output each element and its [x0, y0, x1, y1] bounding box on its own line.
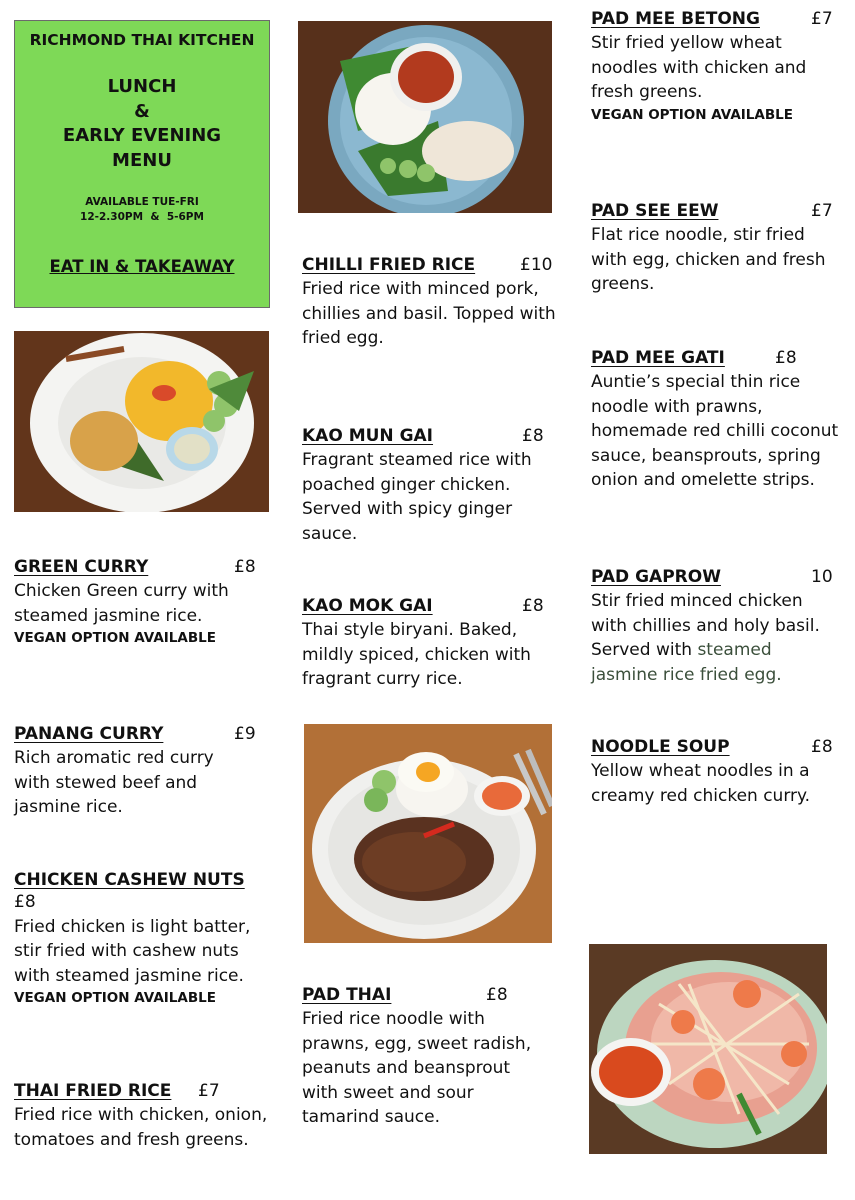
eat-in-takeaway: EAT IN & TAKEAWAY [49, 257, 235, 276]
item-name: PANANG CURRY [14, 724, 164, 744]
item-description: Fried rice with minced pork, chillies and basil. Topped with fried egg. [302, 279, 556, 348]
menu-line: MENU [112, 149, 172, 171]
item-description: Stir fried yellow wheat noodles with chicken and fresh greens. [591, 33, 807, 102]
item-name: CHILLI FRIED RICE [302, 255, 476, 275]
menu-item-panang-curry [14, 724, 256, 820]
item-price: £8 [775, 348, 797, 368]
item-name: PAD GAPROW [591, 567, 721, 587]
item-price: £7 [198, 1081, 220, 1101]
item-price: £8 [522, 426, 544, 446]
item-price: £8 [14, 892, 36, 912]
vegan-option-note: VEGAN OPTION AVAILABLE [591, 106, 793, 123]
item-name: CHICKEN CASHEW NUTS [14, 870, 245, 890]
item-name: PAD THAI [302, 985, 392, 1005]
photo-yellow-rice-dish [14, 331, 269, 512]
item-name: NOODLE SOUP [591, 737, 730, 757]
photo-kao-mun-gai-dish [298, 21, 552, 213]
item-name: PAD SEE EEW [591, 201, 719, 221]
menu-line: LUNCH [107, 76, 177, 97]
item-price: £9 [234, 724, 256, 744]
item-description: Rich aromatic red curry with stewed beef and jasmine rice. [14, 748, 214, 817]
item-description-part: Stir fried minced chicken with chillies and holy basil. Served with [591, 591, 820, 660]
item-description: Fried rice noodle with prawns, egg, sweet radish, peanuts and beansprout with sweet and sour tamarind sauce. [302, 1009, 532, 1127]
item-name: KAO MUN GAI [302, 426, 434, 446]
available-hours: 12-2.30PM & 5-6PM [80, 211, 204, 223]
item-name: KAO MOK GAI [302, 596, 433, 616]
item-name: PAD MEE GATI [591, 348, 725, 368]
item-description: Flat rice noodle, stir fried with egg, chicken and fresh greens. [591, 225, 826, 294]
menu-item-pad-thai [302, 985, 548, 1130]
item-price: £7 [811, 201, 833, 221]
item-name: THAI FRIED RICE [14, 1081, 172, 1101]
restaurant-name: RICHMOND THAI KITCHEN [29, 31, 255, 49]
item-description: Fried chicken is light batter, stir fried with cashew nuts with steamed jasmine rice. [14, 916, 251, 986]
menu-item-chicken-cashew-nuts [14, 870, 272, 1007]
menu-item-kao-mok-gai [302, 596, 548, 692]
item-price: £8 [234, 557, 256, 577]
item-price: £8 [522, 596, 544, 616]
item-description-part-green: steamed jasmine rice fried egg. [591, 640, 782, 685]
menu-item-pad-mee-gati [591, 348, 839, 493]
item-price: £8 [811, 737, 833, 757]
item-name: PAD MEE BETONG [591, 9, 760, 29]
available-days: AVAILABLE TUE-FRI [85, 196, 199, 208]
item-description: Auntie’s special thin rice noodle with prawns, homemade red chilli coconut sauce, beansprouts, spring onion and omelette strips. [591, 372, 839, 490]
item-description [591, 589, 841, 687]
menu-line: & [134, 100, 150, 122]
item-price: £8 [486, 985, 508, 1005]
item-price: £7 [811, 9, 833, 29]
item-description: Fried rice with chicken, onion, tomatoes and fresh greens. [14, 1105, 268, 1150]
item-name: GREEN CURRY [14, 557, 149, 577]
menu-header-box [14, 20, 270, 308]
menu-item-green-curry [14, 557, 260, 647]
item-price: £10 [520, 255, 553, 275]
item-description: Yellow wheat noodles in a creamy red chicken curry. [591, 761, 811, 806]
menu-line: EARLY EVENING [62, 125, 222, 146]
menu-item-kao-mun-gai [302, 426, 548, 546]
item-description: Chicken Green curry with steamed jasmine rice. [14, 581, 229, 626]
item-price: 10 [811, 567, 833, 587]
vegan-option-note: VEGAN OPTION AVAILABLE [14, 990, 216, 1006]
menu-item-pad-gaprow [591, 567, 841, 687]
item-description: Thai style biryani. Baked, mildly spiced, chicken with fragrant curry rice. [302, 620, 531, 689]
availability [15, 195, 269, 225]
item-description: Fragrant steamed rice with poached ginger chicken. Served with spicy ginger sauce. [302, 450, 532, 544]
menu-item-thai-fried-rice [14, 1081, 272, 1152]
menu-item-chilli-fried-rice [302, 255, 558, 351]
menu-title [15, 75, 269, 173]
photo-pad-thai-dish [589, 944, 827, 1154]
photo-basil-mince-dish [304, 724, 552, 943]
menu-item-pad-mee-betong [591, 9, 841, 124]
vegan-option-note: VEGAN OPTION AVAILABLE [14, 630, 216, 646]
menu-item-pad-see-eew [591, 201, 843, 297]
menu-item-noodle-soup [591, 737, 837, 808]
